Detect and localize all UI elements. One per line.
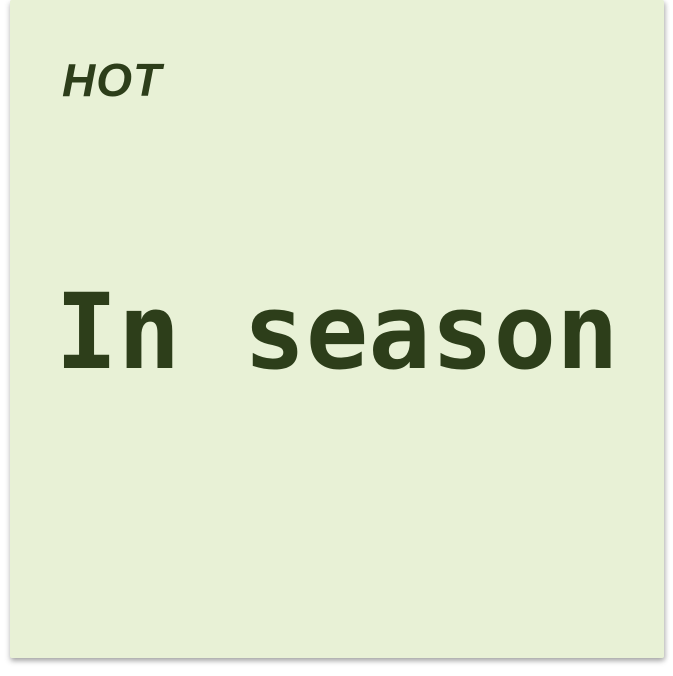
sticky-note-card (10, 0, 664, 658)
headline-text: In season (55, 271, 619, 393)
tag-label: HOT (62, 54, 163, 106)
